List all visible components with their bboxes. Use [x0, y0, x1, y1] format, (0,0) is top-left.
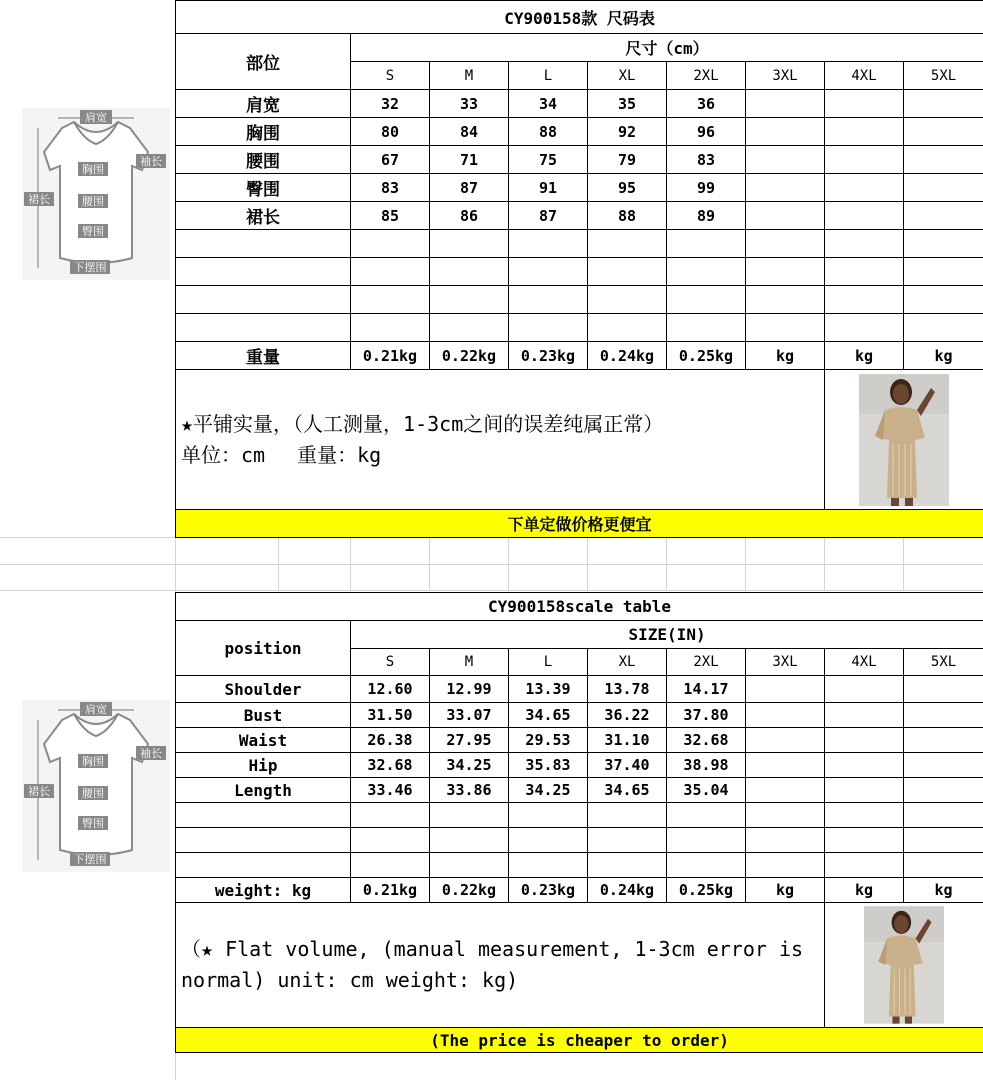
size-header: SIZE(IN): [351, 621, 983, 649]
note-line-2: 单位：cm 重量：kg: [181, 442, 382, 467]
table-cell: 35: [588, 90, 667, 118]
product-photo-cell: [825, 370, 983, 510]
size-col-header: 4XL: [825, 649, 904, 676]
note-row: [176, 903, 983, 1028]
weight-cell: 0.22kg: [430, 342, 509, 370]
row-label: 裙长: [176, 202, 351, 230]
table-cell: 36.22: [588, 703, 667, 728]
table-cell: 35.83: [509, 753, 588, 778]
size-col-header: 3XL: [746, 62, 825, 90]
table-cell: [904, 753, 983, 778]
size-chart-en: [175, 592, 983, 1053]
weight-cell: kg: [746, 878, 825, 903]
table-cell: [904, 174, 983, 202]
size-col-header: XL: [588, 649, 667, 676]
table-cell: [825, 703, 904, 728]
measurement-note: [176, 370, 825, 510]
table-cell: [825, 676, 904, 703]
table-cell: [825, 118, 904, 146]
table-cell: 75: [509, 146, 588, 174]
size-col-header: XL: [588, 62, 667, 90]
table-cell: 88: [588, 202, 667, 230]
table-row: [176, 778, 983, 803]
table-row: [176, 202, 983, 230]
size-col-header: S: [351, 649, 430, 676]
table-cell: 34.25: [430, 753, 509, 778]
table-cell: 95: [588, 174, 667, 202]
weight-cell: 0.25kg: [667, 342, 746, 370]
diagram-label-chest: 胸围: [82, 163, 104, 176]
table-cell: 13.78: [588, 676, 667, 703]
table-cell: 12.60: [351, 676, 430, 703]
sheet-gridline: [278, 537, 279, 590]
table-cell: 80: [351, 118, 430, 146]
note-line-1: ★平铺实量，（人工测量，1-3cm之间的误差纯属正常）: [181, 411, 664, 436]
table-cell: 88: [509, 118, 588, 146]
table-cell: [904, 90, 983, 118]
row-label: Hip: [176, 753, 351, 778]
size-col-header: 5XL: [904, 649, 983, 676]
table-cell: [904, 202, 983, 230]
weight-cell: 0.24kg: [588, 878, 667, 903]
size-col-header: 2XL: [667, 62, 746, 90]
table-cell: [904, 676, 983, 703]
size-col-header: 4XL: [825, 62, 904, 90]
diagram-label-hip: 臀围: [82, 225, 104, 238]
banner-row: [176, 510, 983, 538]
empty-row: [176, 286, 983, 314]
table-cell: 83: [351, 174, 430, 202]
table-cell: 85: [351, 202, 430, 230]
sheet-gridline: [0, 590, 983, 591]
diagram-label-waist: 腰围: [82, 787, 104, 800]
size-col-header: 5XL: [904, 62, 983, 90]
table-cell: 12.99: [430, 676, 509, 703]
row-label: 胸围: [176, 118, 351, 146]
table-cell: 29.53: [509, 728, 588, 753]
table-cell: 31.10: [588, 728, 667, 753]
weight-row: [176, 878, 983, 903]
empty-row: [176, 314, 983, 342]
product-photo-cell: [825, 903, 983, 1028]
dress-measurement-diagram: [22, 700, 170, 872]
table-cell: [904, 146, 983, 174]
table-cell: 38.98: [667, 753, 746, 778]
size-col-header: L: [509, 649, 588, 676]
table-cell: 96: [667, 118, 746, 146]
weight-cell: 0.24kg: [588, 342, 667, 370]
banner-row: [176, 1028, 983, 1053]
size-col-header: S: [351, 62, 430, 90]
table-cell: [746, 676, 825, 703]
table-cell: 89: [667, 202, 746, 230]
size-col-header: 2XL: [667, 649, 746, 676]
table-cell: 32.68: [667, 728, 746, 753]
dress-measurement-diagram: [22, 108, 170, 280]
table-cell: [746, 703, 825, 728]
diagram-label-shoulder: 肩宽: [85, 703, 107, 716]
sheet-gridline: [666, 537, 667, 590]
weight-cell: kg: [904, 342, 983, 370]
product-photo: [864, 906, 944, 1024]
row-label: Length: [176, 778, 351, 803]
diagram-label-hem: 下摆围: [73, 853, 107, 866]
product-photo: [859, 374, 949, 506]
table-cell: [746, 146, 825, 174]
diagram-label-length: 裙长: [28, 193, 50, 206]
table-cell: [746, 728, 825, 753]
size-col-header: L: [509, 62, 588, 90]
position-header: position: [176, 621, 351, 676]
table-cell: 36: [667, 90, 746, 118]
weight-cell: kg: [746, 342, 825, 370]
table-cell: 86: [430, 202, 509, 230]
table-row: [176, 728, 983, 753]
table-cell: 34: [509, 90, 588, 118]
weight-cell: kg: [825, 878, 904, 903]
diagram-label-length: 裙长: [28, 785, 50, 798]
diagram-label-hem: 下摆围: [73, 261, 107, 274]
row-label: 肩宽: [176, 90, 351, 118]
sheet-gridline: [903, 537, 904, 590]
table-title: CY900158scale table: [176, 593, 983, 621]
table-cell: 87: [430, 174, 509, 202]
table-cell: 84: [430, 118, 509, 146]
row-label: 臀围: [176, 174, 351, 202]
weight-label: weight: kg: [176, 878, 351, 903]
table-cell: [825, 202, 904, 230]
note-row: [176, 370, 983, 510]
diagram-label-hip: 臀围: [82, 817, 104, 830]
table-cell: 32.68: [351, 753, 430, 778]
table-cell: 32: [351, 90, 430, 118]
sheet-gridline: [824, 537, 825, 590]
table-cell: [746, 90, 825, 118]
weight-cell: kg: [904, 878, 983, 903]
sheet-gridline: [429, 537, 430, 590]
table-cell: [904, 703, 983, 728]
table-cell: 79: [588, 146, 667, 174]
size-col-header: M: [430, 62, 509, 90]
row-label: Bust: [176, 703, 351, 728]
table-row: [176, 174, 983, 202]
table-cell: [904, 778, 983, 803]
table-cell: 26.38: [351, 728, 430, 753]
table-cell: 27.95: [430, 728, 509, 753]
row-label: Shoulder: [176, 676, 351, 703]
table-cell: 13.39: [509, 676, 588, 703]
table-title: CY900158款 尺码表: [176, 1, 983, 34]
size-chart-cn: [175, 0, 983, 538]
row-label: 腰围: [176, 146, 351, 174]
empty-row: [176, 828, 983, 853]
table-cell: 34.65: [509, 703, 588, 728]
table-row: [176, 676, 983, 703]
table-cell: 71: [430, 146, 509, 174]
empty-row: [176, 803, 983, 828]
row-label: Waist: [176, 728, 351, 753]
weight-label: 重量: [176, 342, 351, 370]
table-cell: 37.80: [667, 703, 746, 728]
price-banner: (The price is cheaper to order): [176, 1028, 983, 1053]
weight-row: [176, 342, 983, 370]
table-cell: 87: [509, 202, 588, 230]
table-cell: [746, 174, 825, 202]
weight-cell: 0.21kg: [351, 878, 430, 903]
diagram-label-waist: 腰围: [82, 195, 104, 208]
table-cell: 92: [588, 118, 667, 146]
table-cell: 83: [667, 146, 746, 174]
price-banner: 下单定做价格更便宜: [176, 510, 983, 538]
diagram-label-sleeve: 袖长: [140, 155, 162, 168]
weight-cell: 0.23kg: [509, 878, 588, 903]
empty-row: [176, 230, 983, 258]
table-cell: [825, 90, 904, 118]
table-row: [176, 753, 983, 778]
table-cell: 34.65: [588, 778, 667, 803]
table-cell: 33.07: [430, 703, 509, 728]
table-cell: 33.86: [430, 778, 509, 803]
table-cell: 99: [667, 174, 746, 202]
diagram-label-shoulder: 肩宽: [85, 111, 107, 124]
table-cell: 31.50: [351, 703, 430, 728]
table-cell: 37.40: [588, 753, 667, 778]
diagram-label-sleeve: 袖长: [140, 747, 162, 760]
table-cell: [904, 728, 983, 753]
table-cell: [825, 146, 904, 174]
table-cell: [746, 753, 825, 778]
table-cell: [746, 202, 825, 230]
position-header: 部位: [176, 34, 351, 90]
table-cell: [825, 174, 904, 202]
table-cell: 91: [509, 174, 588, 202]
table-cell: [746, 118, 825, 146]
table-cell: [825, 753, 904, 778]
sheet-gridline: [350, 537, 351, 590]
table-cell: 33: [430, 90, 509, 118]
weight-cell: 0.23kg: [509, 342, 588, 370]
sheet-gridline: [508, 537, 509, 590]
weight-cell: kg: [825, 342, 904, 370]
weight-cell: 0.25kg: [667, 878, 746, 903]
weight-cell: 0.21kg: [351, 342, 430, 370]
table-cell: [746, 778, 825, 803]
size-col-header: 3XL: [746, 649, 825, 676]
table-cell: [825, 778, 904, 803]
size-col-header: M: [430, 649, 509, 676]
table-row: [176, 118, 983, 146]
sheet-gridline: [587, 537, 588, 590]
diagram-label-chest: 胸围: [82, 755, 104, 768]
table-cell: 14.17: [667, 676, 746, 703]
table-cell: 34.25: [509, 778, 588, 803]
table-cell: [825, 728, 904, 753]
table-cell: 67: [351, 146, 430, 174]
table-cell: 35.04: [667, 778, 746, 803]
table-cell: [904, 118, 983, 146]
table-row: [176, 146, 983, 174]
empty-row: [176, 258, 983, 286]
sheet-gridline: [745, 537, 746, 590]
weight-cell: 0.22kg: [430, 878, 509, 903]
empty-row: [176, 853, 983, 878]
table-row: [176, 703, 983, 728]
size-header: 尺寸（cm）: [351, 34, 983, 62]
measurement-note: （★ Flat volume, (manual measurement, 1-3cm error is normal) unit: cm weight: kg): [176, 903, 825, 1028]
sheet-gridline: [0, 564, 983, 565]
table-cell: 33.46: [351, 778, 430, 803]
table-row: [176, 90, 983, 118]
